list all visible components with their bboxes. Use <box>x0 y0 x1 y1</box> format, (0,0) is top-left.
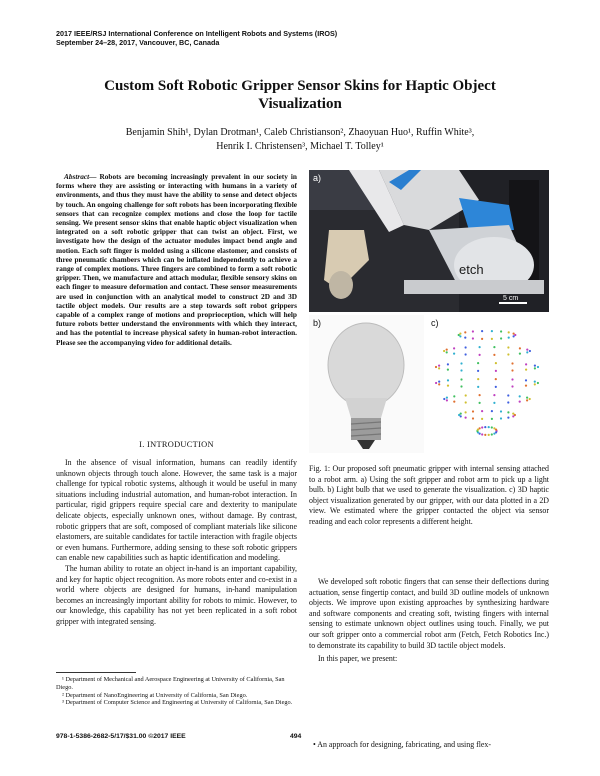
contact-point <box>493 346 495 348</box>
title-line-2: Visualization <box>258 96 342 112</box>
contact-point <box>526 399 528 401</box>
contact-point <box>525 379 527 381</box>
contact-point <box>534 381 536 383</box>
contact-point <box>447 385 449 387</box>
contact-point <box>460 378 462 380</box>
contact-point <box>484 434 486 436</box>
contact-point <box>438 365 440 367</box>
contact-point <box>479 354 481 356</box>
contribution-bullet-1: • An approach for designing, fabricating, and using flex- <box>309 740 492 749</box>
figure-1 <box>309 170 549 453</box>
contact-point <box>525 363 527 365</box>
conference-line-2: September 24–28, 2017, Vancouver, BC, Canada <box>56 38 220 47</box>
authors-line-1: Benjamin Shih¹, Dylan Drotman¹, Caleb Christianson², Zhaoyuan Huo¹, Ruffin White³, <box>125 127 475 138</box>
contact-point <box>472 337 474 339</box>
paper-title <box>40 77 560 113</box>
panel-c-visualization <box>431 318 539 436</box>
contact-point <box>435 382 437 384</box>
contact-point <box>464 331 466 333</box>
authors-line-2: Henrik I. Christensen³, Michael T. Tolley¹ <box>216 141 384 152</box>
contact-point <box>453 395 455 397</box>
intro-paragraph-2: The human ability to rotate an object in-hand is an important capability, and key for haptic object recognition. As more robots enter and co-exist in a world where objects are designed for humans, in-hand manipulation becomes an increasingly important ability for robots to mimic. However, to our knowledge, this capability has not yet been replicated in a soft robot gripper with integrated sensing. <box>56 563 297 626</box>
contact-point <box>443 350 445 352</box>
contact-point <box>495 378 497 380</box>
contact-point <box>495 429 497 431</box>
contact-point <box>481 338 483 340</box>
introduction-body <box>56 458 297 628</box>
contact-point <box>500 337 502 339</box>
contact-point <box>459 333 461 335</box>
contact-point <box>447 369 449 371</box>
contact-point <box>491 418 493 420</box>
contact-point <box>479 346 481 348</box>
contact-point <box>460 369 462 371</box>
bullet-1-text: An approach for designing, fabricating, and using flex- <box>317 740 492 749</box>
contact-point <box>512 413 514 415</box>
figure-1-caption: Fig. 1: Our proposed soft pneumatic gripper with internal sensing attached to a robot arm. a) Using the soft gripper and robot arm to pick up a light bulb. b) Light bulb that we used to generate the visualization. c) 3D haptic object visualization generated by our gripper, with our data plotted in a 2D view. We estimated where the gripper contacted the object via sensor reading and each color represents a different height. <box>309 464 549 526</box>
contact-point <box>507 353 509 355</box>
contact-point <box>479 402 481 404</box>
contact-point <box>493 354 495 356</box>
abstract-text: — Robots are becoming increasingly prevalent in our society in forms where they are assisting or interacting with humans in a variety of environments, and thus they must have the ability to sense and detect objects by touch. An ongoing challenge for soft robots has been incorporating flexible sensors that can recognize complex motions and close the loop for tactile sensing. We present sensor skins that enable haptic object visualization when integrated on a soft robotic gripper that can twist an object. First, we investigate how the design of the actuator modules impact bend angle and motion. Each soft finger is molded using a silicone elastomer, and consists of three pneumatic chambers which can be inflated independently to achieve a range of complex motions. Three fingers are combined to form a soft robotic gripper. Then, we manufacture and attach modular, flexible sensory skins on each finger to measure deformation and contact. These sensor measurements are used in conjunction with an analytical model to construct 2D and 3D tactile object models. Our results are a step towards soft robot grippers capable of a complex range of motions and proprioception, which will help future robots better understand the environments with which they interact, and has the potential to increase physical safety in human-robot interaction. Please see the accompanying video for additional details. <box>56 172 297 347</box>
contact-point <box>500 410 502 412</box>
abstract-label: Abstract <box>64 172 90 181</box>
contact-point <box>460 362 462 364</box>
contact-point <box>438 381 440 383</box>
contact-point <box>512 415 514 417</box>
contact-point <box>519 395 521 397</box>
contact-point <box>493 433 495 435</box>
contact-point <box>525 385 527 387</box>
contact-point <box>477 378 479 380</box>
contact-point <box>511 362 513 364</box>
contact-point <box>479 427 481 429</box>
contact-point <box>465 353 467 355</box>
contact-point <box>438 367 440 369</box>
contact-point <box>507 346 509 348</box>
contact-point <box>477 362 479 364</box>
contact-point <box>446 349 448 351</box>
contact-point <box>513 333 515 335</box>
contact-point <box>464 337 466 339</box>
contact-point <box>481 426 483 428</box>
contact-point <box>465 401 467 403</box>
contact-point <box>519 347 521 349</box>
contact-point <box>537 382 539 384</box>
contact-point <box>537 366 539 368</box>
contact-point <box>508 331 510 333</box>
contact-point <box>477 386 479 388</box>
footnotes <box>56 676 297 707</box>
contact-point <box>481 330 483 332</box>
contact-point <box>472 417 474 419</box>
contact-point <box>435 366 437 368</box>
contact-point <box>465 394 467 396</box>
contact-point <box>511 385 513 387</box>
contact-point <box>481 433 483 435</box>
panel-c-label: c) <box>431 318 439 328</box>
footnote-3: ³ Department of Computer Science and Engineering at University of California, San Diego. <box>62 699 293 707</box>
contact-point <box>460 385 462 387</box>
contact-point <box>511 378 513 380</box>
contact-point <box>484 426 486 428</box>
contact-point <box>491 338 493 340</box>
conference-header <box>56 29 337 47</box>
contact-point <box>481 410 483 412</box>
contact-point <box>481 418 483 420</box>
page-number: 494 <box>290 733 302 740</box>
contact-point <box>511 369 513 371</box>
footnote-2: ² Department of NanoEngineering at University of California, San Diego. <box>62 691 248 699</box>
contact-point <box>453 353 455 355</box>
contact-point <box>472 330 474 332</box>
right-paragraph-1: We developed soft robotic fingers that can sense their deflections during actuation, sense fingertip contact, and build 3D outline models of unknown objects. We improve upon existing approaches by synthesizing hardware and software components and creating soft, twisting fingers with internal sensing to estimate unknown object outlines using touch. Finally, we put our soft gripper onto a commercial robot arm (Fetch, Fetch Robotics Inc.) to demonstrate its capability to build 3D tactile object models. <box>309 577 549 650</box>
contact-point <box>446 399 448 401</box>
conference-line-1: 2017 IEEE/RSJ International Conference on Intelligent Robots and Systems (IROS) <box>56 29 338 38</box>
contact-point <box>495 362 497 364</box>
section-heading-introduction: I. INTRODUCTION <box>139 440 214 449</box>
contact-point <box>447 379 449 381</box>
contact-point <box>443 398 445 400</box>
contact-point <box>453 347 455 349</box>
contact-point <box>526 397 528 399</box>
contact-point <box>491 426 493 428</box>
right-paragraph-2: In this paper, we present: <box>318 654 398 664</box>
contact-point <box>491 433 493 435</box>
contact-point <box>491 410 493 412</box>
panel-b-label: b) <box>313 318 322 328</box>
contact-point <box>459 335 461 337</box>
contact-point <box>465 346 467 348</box>
contact-point <box>446 397 448 399</box>
contact-point <box>534 367 536 369</box>
robot-brand-text: etch <box>459 262 484 277</box>
contact-point <box>493 394 495 396</box>
contact-point <box>507 401 509 403</box>
intro-paragraph-1: In the absence of visual information, humans can readily identify unknown objects through touch alone. However, the same task is a major challenge for typical robotic systems, although it would be useful in many situations including industrial automation, and human-robot interaction. In particular, rigid grippers require special care and dexterity to manipulate delicate objects, especially unknown ones, without damage. By contrast, robotic grippers that are soft, composed of compliant materials like silicone elastomers, are suitable candidates for tactile interaction with fragile objects or even humans. Furthermore, adding sensing to these soft robotic grippers can enable new capabilities such as haptic identification and modeling. <box>56 458 297 563</box>
contact-point <box>519 401 521 403</box>
panel-b-photo <box>309 315 424 453</box>
contact-point <box>508 337 510 339</box>
contact-point <box>514 334 516 336</box>
contact-point <box>472 410 474 412</box>
panel-a-label: a) <box>313 173 322 183</box>
figure-1-graphic <box>309 170 549 453</box>
contact-point <box>438 383 440 385</box>
contact-point <box>465 411 467 413</box>
contact-point <box>529 398 531 400</box>
contact-point <box>479 394 481 396</box>
contact-point <box>513 335 515 337</box>
contact-point <box>458 334 460 336</box>
panel-a-photo <box>309 170 549 312</box>
contact-point <box>493 402 495 404</box>
contact-point <box>495 386 497 388</box>
contact-point <box>525 369 527 371</box>
contact-point <box>495 370 497 372</box>
contact-point <box>529 350 531 352</box>
contact-point <box>447 363 449 365</box>
contact-point <box>534 365 536 367</box>
contact-point <box>488 426 490 428</box>
footnote-1: ¹ Department of Mechanical and Aerospace Engineering at University of California, San Diego. <box>56 676 285 691</box>
title-line-1: Custom Soft Robotic Gripper Sensor Skins for Haptic Object <box>104 78 496 94</box>
contact-point <box>477 370 479 372</box>
contact-point <box>507 417 509 419</box>
contact-point <box>507 394 509 396</box>
copyright-line: 978-1-5386-2682-5/17/$31.00 ©2017 IEEE <box>56 733 186 740</box>
contact-point <box>500 330 502 332</box>
contact-point <box>500 417 502 419</box>
abstract <box>56 172 297 347</box>
contact-point <box>491 330 493 332</box>
contact-point <box>453 401 455 403</box>
contact-point <box>526 349 528 351</box>
contact-point <box>488 434 490 436</box>
contact-point <box>460 413 462 415</box>
contact-point <box>465 417 467 419</box>
contact-point <box>534 383 536 385</box>
author-list <box>40 126 560 154</box>
contact-point <box>507 411 509 413</box>
contact-point <box>446 351 448 353</box>
right-column-body <box>309 577 549 665</box>
footnote-divider <box>56 672 136 673</box>
scale-bar-label: 5 cm <box>503 295 519 302</box>
contact-point <box>519 353 521 355</box>
contact-point <box>526 351 528 353</box>
